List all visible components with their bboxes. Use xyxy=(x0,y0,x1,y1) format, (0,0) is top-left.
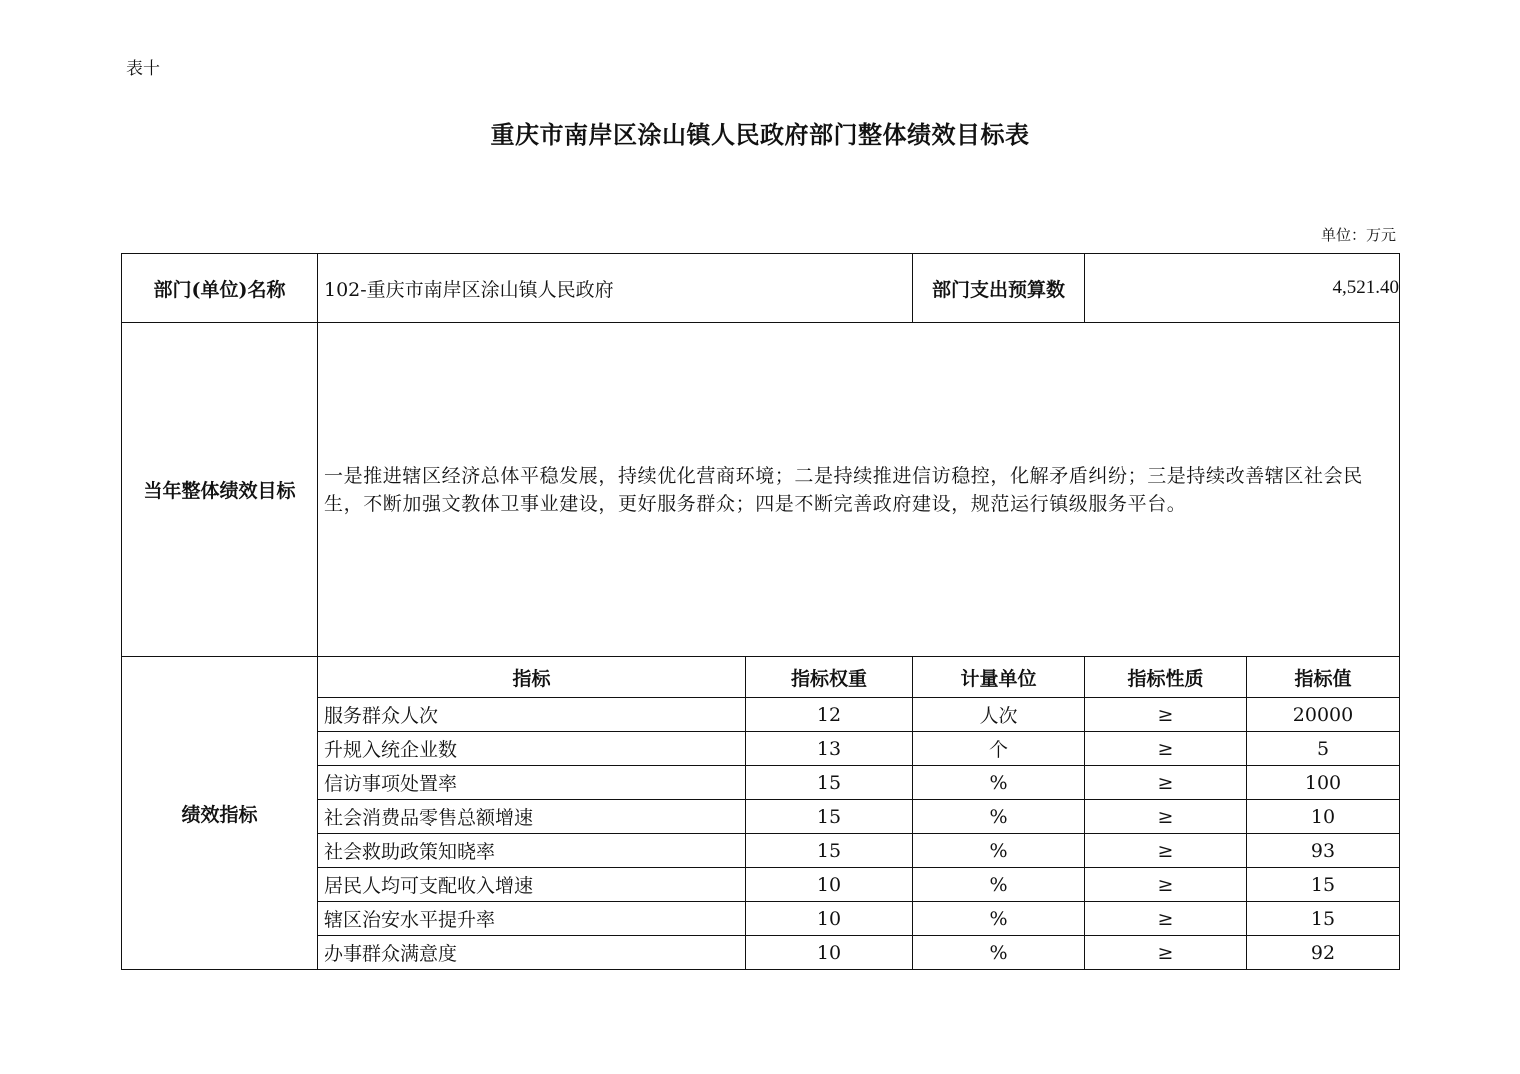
indicator-unit: % xyxy=(913,834,1085,868)
indicator-weight: 13 xyxy=(746,732,913,766)
indicator-name: 办事群众满意度 xyxy=(318,936,746,970)
dept-name-label: 部门(单位)名称 xyxy=(122,254,318,323)
indicator-value: 100 xyxy=(1247,766,1400,800)
indicator-unit: % xyxy=(913,766,1085,800)
page-title: 重庆市南岸区涂山镇人民政府部门整体绩效目标表 xyxy=(490,120,1030,149)
indicator-value: 20000 xyxy=(1247,698,1400,732)
indicator-unit: % xyxy=(913,800,1085,834)
indicator-nature: ≥ xyxy=(1085,732,1247,766)
dept-name-value: 102-重庆市南岸区涂山镇人民政府 xyxy=(318,254,913,323)
unit-label: 单位：万元 xyxy=(1320,226,1396,244)
goal-row xyxy=(122,323,1400,657)
indicator-value: 15 xyxy=(1247,868,1400,902)
indicator-nature: ≥ xyxy=(1085,902,1247,936)
indicator-weight: 10 xyxy=(746,868,913,902)
indicator-unit: % xyxy=(913,936,1085,970)
col-header-nature: 指标性质 xyxy=(1085,657,1247,698)
goal-label: 当年整体绩效目标 xyxy=(122,323,318,657)
indicator-weight: 15 xyxy=(746,766,913,800)
indicator-weight: 12 xyxy=(746,698,913,732)
indicator-name: 服务群众人次 xyxy=(318,698,746,732)
indicator-weight: 15 xyxy=(746,834,913,868)
col-header-indicator: 指标 xyxy=(318,657,746,698)
indicator-name: 居民人均可支配收入增速 xyxy=(318,868,746,902)
indicator-value: 15 xyxy=(1247,902,1400,936)
indicator-value: 93 xyxy=(1247,834,1400,868)
indicator-name: 辖区治安水平提升率 xyxy=(318,902,746,936)
indicator-weight: 10 xyxy=(746,902,913,936)
indicator-value: 10 xyxy=(1247,800,1400,834)
indicator-name: 社会救助政策知晓率 xyxy=(318,834,746,868)
indicator-weight: 15 xyxy=(746,800,913,834)
budget-label: 部门支出预算数 xyxy=(913,254,1085,323)
indicator-nature: ≥ xyxy=(1085,868,1247,902)
indicator-nature: ≥ xyxy=(1085,698,1247,732)
indicator-unit: 个 xyxy=(913,732,1085,766)
indicator-nature: ≥ xyxy=(1085,936,1247,970)
indicator-nature: ≥ xyxy=(1085,800,1247,834)
indicator-name: 升规入统企业数 xyxy=(318,732,746,766)
sheet-label: 表十 xyxy=(126,59,160,79)
col-header-unit: 计量单位 xyxy=(913,657,1085,698)
col-header-weight: 指标权重 xyxy=(746,657,913,698)
goal-text: 一是推进辖区经济总体平稳发展，持续优化营商环境；二是持续推进信访稳控，化解矛盾纠纷；三是持续改善辖区社会民生，不断加强文教体卫事业建设，更好服务群众；四是不断完善政府建设，规范运行镇级服务平台。 xyxy=(318,323,1400,657)
indicator-value: 5 xyxy=(1247,732,1400,766)
indicator-name: 社会消费品零售总额增速 xyxy=(318,800,746,834)
indicator-unit: % xyxy=(913,868,1085,902)
dept-row xyxy=(122,254,1400,323)
budget-value: 4,521.40 xyxy=(1085,254,1400,323)
indicator-weight: 10 xyxy=(746,936,913,970)
indicator-header-row xyxy=(122,657,1400,698)
indicator-unit: 人次 xyxy=(913,698,1085,732)
indicator-value: 92 xyxy=(1247,936,1400,970)
indicator-name: 信访事项处置率 xyxy=(318,766,746,800)
indicator-unit: % xyxy=(913,902,1085,936)
indicator-nature: ≥ xyxy=(1085,834,1247,868)
col-header-value: 指标值 xyxy=(1247,657,1400,698)
indicator-nature: ≥ xyxy=(1085,766,1247,800)
performance-table xyxy=(121,253,1400,970)
indicator-section-label: 绩效指标 xyxy=(122,657,318,970)
